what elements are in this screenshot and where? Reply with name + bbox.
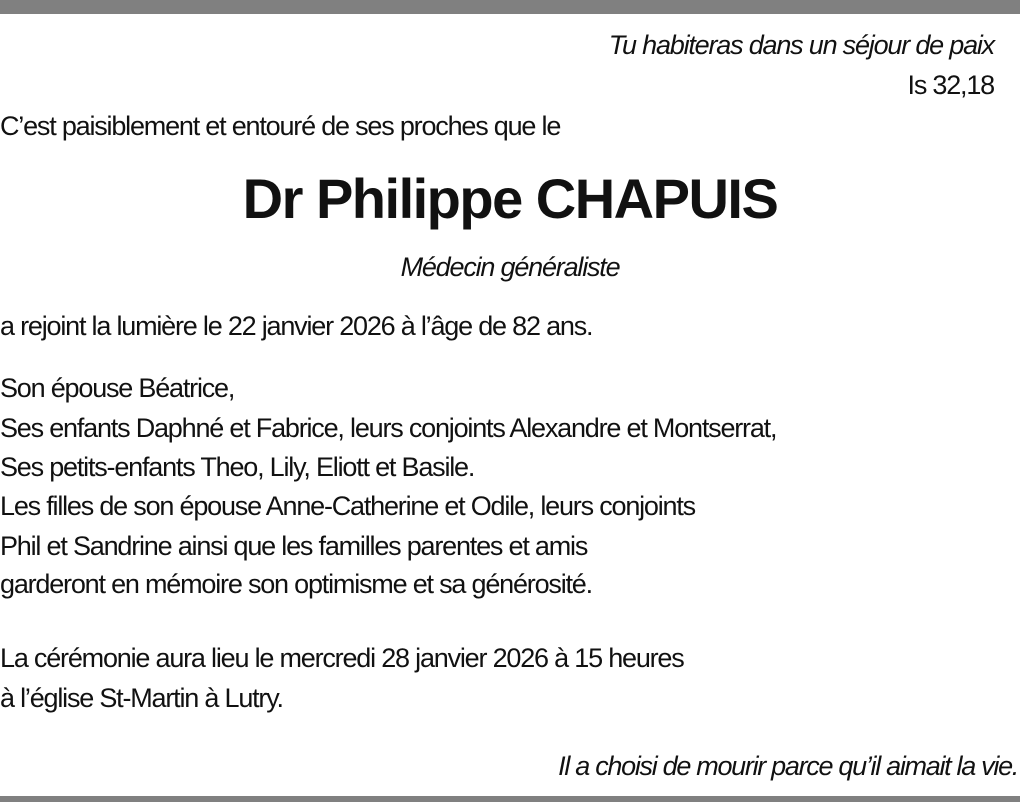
epigraph-reference: Is 32,18 — [907, 70, 994, 100]
family-line: Ses enfants Daphné et Fabrice, leurs conjoints Alexandre et Montserrat, — [0, 413, 777, 443]
deceased-name: Dr Philippe CHAPUIS — [242, 167, 778, 230]
bottom-border — [0, 796, 1020, 802]
epigraph-quote: Tu habiteras dans un séjour de paix — [608, 30, 994, 60]
family-line: Son épouse Béatrice, — [0, 373, 235, 403]
family-line: Les filles de son épouse Anne-Catherine et Odile, leurs conjoints — [0, 491, 695, 521]
family-line: Phil et Sandrine ainsi que les familles parentes et amis — [0, 531, 588, 561]
closing-quote: Il a choisi de mourir parce qu’il aimait la vie. — [558, 751, 1018, 781]
announcement-text: a rejoint la lumière le 22 janvier 2026 à l’âge de 82 ans. — [0, 311, 593, 341]
top-border — [0, 0, 1020, 14]
ceremony-line: La cérémonie aura lieu le mercredi 28 janvier 2026 à 15 heures — [0, 643, 684, 673]
deceased-profession: Médecin généraliste — [400, 252, 620, 282]
family-line: garderont en mémoire son optimisme et sa générosité. — [0, 569, 592, 599]
family-line: Ses petits-enfants Theo, Lily, Eliott et Basile. — [0, 452, 475, 482]
ceremony-line: à l’église St-Martin à Lutry. — [0, 683, 283, 713]
intro-text: C’est paisiblement et entouré de ses proches que le — [0, 111, 561, 141]
